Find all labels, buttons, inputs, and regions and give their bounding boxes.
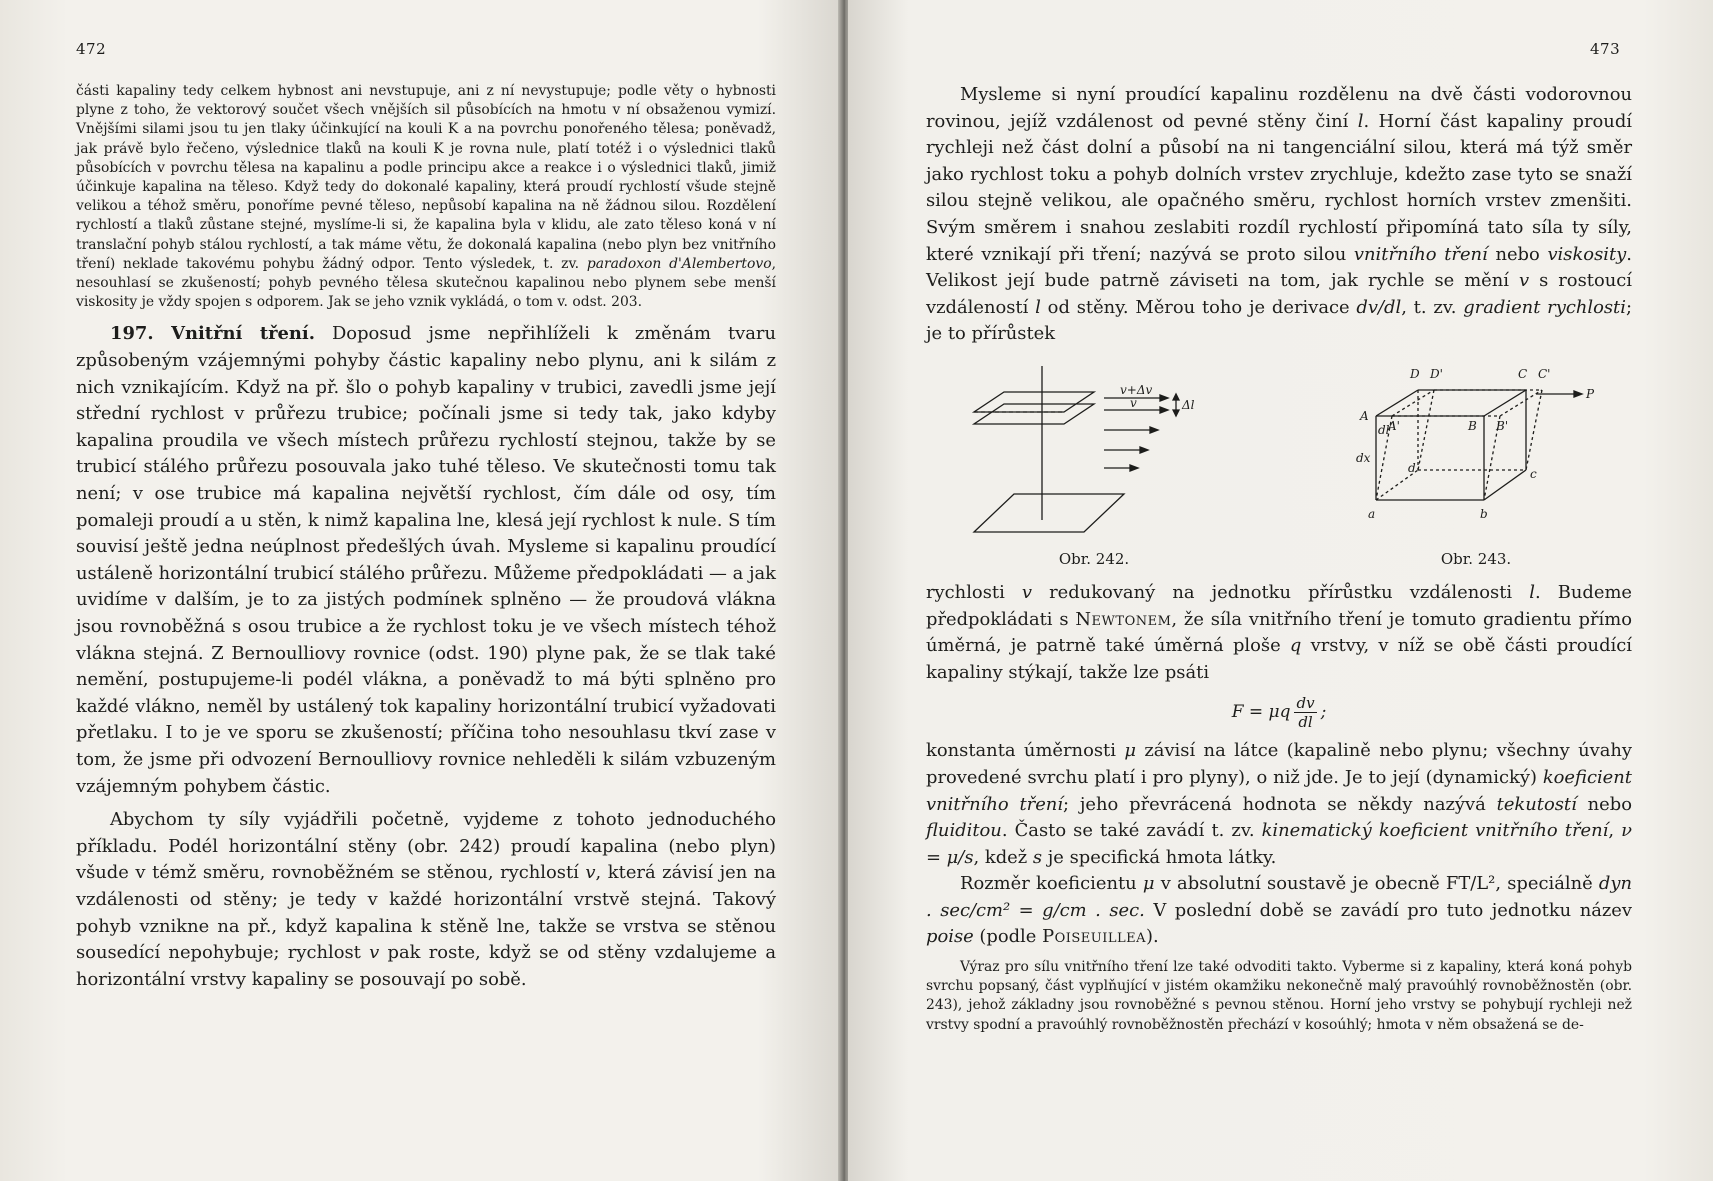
figure-243-label: D — [1410, 366, 1420, 381]
figure-243-label: B' — [1496, 418, 1509, 433]
figure-243-label: c — [1530, 466, 1537, 481]
figures — [926, 360, 1632, 574]
left-page-text — [76, 82, 776, 993]
figure-243-drawing — [1346, 360, 1606, 550]
figure-243-label: a — [1368, 506, 1376, 521]
figure-243-caption: Obr. 243. — [1440, 549, 1512, 568]
figure-243-label: D' — [1430, 366, 1443, 381]
right-page — [848, 0, 1713, 1181]
paragraph-example: Abychom ty síly vyjádřili početně, vyjdeme z tohoto jednoduchého příkladu. Podél horizontální stěny (obr. 242) proudí kapalina (nebo plyn) všude v témž směru, rovnoběžném se stěnou, rychlostí v, která závisí jen na vzdálenosti od stěny; je tedy v každé horizontální vrstvě stejná. Takový pohyb vznikne na př., když kapalina k stěně lne, takže se vrstva se stěnou sousedící nepohybuje; rychlost v pak roste, když se od stěny vzdalujeme a horizontální vrstvy kapaliny se posouvají po sobě. — [76, 809, 776, 990]
figure-243-label: P — [1586, 386, 1595, 401]
section-heading: 197. Vnitřní tření. — [110, 323, 315, 345]
continued-paragraph: části kapaliny tedy celkem hybnost ani nevstupuje, ani z ní nevystupuje; podle věty o hybnosti plyne z toho, že vektorový součet všech vnějších sil působících na hmotu v ní obsaženou vymizí. Vnějšími silami jsou tu jen tlaky účinkující na kouli K a na povrchu ponořeného tělesa; poněvadž, jak právě bylo řečeno, výslednice tlaků na kouli K je rovna nule, platí totéž i o výslednici tlaků působících v povrchu tělesa na kapalinu a podle principu akce a reakce i o výslednici tlaků, jimiž účinkuje kapalina na těleso. Když tedy do dokonalé kapaliny, která proudí rychlostí všude stejně velikou a téhož směru, ponoříme pevné těleso, nepůsobí kapalina na ně žádnou silou. Rozdělení rychlostí a tlaků zůstane stejné, myslíme-li si, že kapalina byla v klidu, ale zato těleso koná v ní translační pohyb stálou rychlostí, a tak máme větu, že dokonalá kapalina (nebo plyn bez vnitřního tření) neklade takovému pohybu žádný odpor. Tento výsledek, t. zv. paradoxon d'Alembertovo, nesouhlasí se zkušeností; pohyb pevného tělesa skutečnou kapalinou nebo plynem sebe menší viskosity je vždy spojen s odporem. Jak se jeho vznik vykládá, o tom v. odst. 203. — [76, 83, 776, 311]
figure-242 — [954, 360, 1254, 568]
right-page-text — [926, 82, 1632, 1035]
figure-243-label: C' — [1538, 366, 1551, 381]
figure-243 — [1346, 360, 1606, 568]
viscosity-formula: F = μq $\frac{dv}{dl}$ ; — [1231, 693, 1327, 731]
figure-243-label: C — [1518, 366, 1528, 381]
label-dl: Δl — [1182, 397, 1195, 412]
paragraph-newton: rychlosti v redukovaný na jednotku přírůstku vzdálenosti l. Budeme předpokládati s Newtonem, že síla vnitřního tření je tomuto gradientu přímo úměrná, je patrně také úměrná ploše q vrstvy, v níž se obě části proudící kapaliny stýkají, takže lze psáti — [926, 581, 1632, 683]
figure-243-label: dx — [1356, 450, 1371, 465]
section-197-paragraph: 197. Vnitřní tření. Doposud jsme nepřihlíželi k změnám tvaru způsobeným vzájemnými pohyby částic kapaliny nebo plynu, ani k silám z nich vznikajícím. Když na př. šlo o pohyb kapaliny v trubici, zavedli jsme její střední rychlost v průřezu trubice; počínali jsme si tedy tak, jako kdyby kapalina proudila ve všech místech průřezu rychlostí stejnou, takže by se trubicí stálého průřezu posouvala jako tuhé těleso. Ve skutečnosti tomu tak není; v ose trubice má kapalina největší rychlost, čím dále od osy, tím pomaleji proudí a u stěn, k nimž kapalina lne, klesá její rychlost k nule. S tím souvisí ještě jedna neúplnost předešlých úvah. Mysleme si kapalinu proudící ustáleně horizontální trubicí stálého průřezu. Můžeme předpokládati — a jak uvidíme v dalším, je to za jistých podmínek splněno — že proudová vlákna jsou rovnoběžná s osou trubice a že rychlost toku je ve všech místech téhož vlákna stejná. Z Bernoulliovy rovnice (odst. 190) plyne pak, že se tlak také nemění, postupujeme-li podél vlákna, a poněvadž to má býti splněno pro každé vlákno, neměl by ustálený tok kapaliny horizontální trubicí vyžadovati přetlaku. I to je ve sporu se zkušeností; příčina toho nesouhlasu tkví zase v tom, že jsme při odvození Bernoulliovy rovnice nehleděli k silám vzbuzeným vzájemným pohybem částic. — [76, 323, 776, 797]
label-v: v — [1130, 395, 1137, 410]
figure-243-label: d — [1408, 460, 1416, 475]
figure-243-label: B — [1468, 418, 1477, 433]
paragraph-viscosity: Mysleme si nyní proudící kapalinu rozdělenu na dvě části vodorovnou rovinou, jejíž vzdálenost od pevné stěny činí l. Horní část kapaliny proudí rychleji než část dolní a působí na ni tangenciální silou, která má týž směr jako rychlost toku a pohyb dolních vrstev zrychluje, kdežto zase tyto se snaží silou stejně velikou, ale opačného směru, rychlost horních vrstev zmenšiti. Svým směrem i snahou zeslabiti rozdíl rychlostí připomíná tato síla ty síly, které vznikají při tření; nazývá se proto silou vnitřního tření nebo viskosity. Velikost její bude patrně záviseti na tom, jak rychle se mění v s rostoucí vzdáleností l od stěny. Měrou toho je derivace dv/dl, t. zv. gradient rychlosti; je to přírůstek — [926, 84, 1632, 345]
figure-243-label: A — [1360, 408, 1369, 423]
left-page — [0, 0, 842, 1181]
paragraph-derivation: Výraz pro sílu vnitřního tření lze také odvoditi takto. Vyberme si z kapaliny, která koná pohyb svrchu popsaný, část vyplňující v jistém okamžiku nekonečně malý pravoúhlý rovnoběžnostěn (obr. 243), jehož základny jsou rovnoběžné s pevnou stěnou. Horní jeho vrstvy se pohybují rychleji než vrstvy spodní a pravoúhlý rovnoběžnostěn přechází v kosoúhlý; hmota v něm obsažená se de- — [926, 959, 1632, 1033]
figure-242-caption: Obr. 242. — [1058, 549, 1130, 568]
figure-243-label: dl — [1378, 422, 1390, 437]
paragraph-coefficient: konstanta úměrnosti μ závisí na látce (kapalině nebo plynu; všechny úvahy provedené svrchu platí i pro plyny), o niž jde. Je to její (dynamický) koeficient vnitřního tření; jeho převrácená hodnota se někdy nazývá tekutostí nebo fluiditou. Často se také zavádí t. zv. kinematický koeficient vnitřního tření, ν = μ/s, kdež s je specifická hmota látky. — [926, 740, 1633, 868]
paragraph-dimension: Rozměr koeficientu μ v absolutní soustavě je obecně FT/L², speciálně dyn . sec/cm² = g/cm . sec. V poslední době se zavádí pro tuto jednotku název poise (podle Poiseuillea). — [926, 873, 1632, 948]
figure-242-drawing — [954, 360, 1254, 550]
page-number: 473 — [1590, 40, 1621, 58]
label-v-plus-dv: v+Δv — [1120, 382, 1153, 397]
figure-243-label: A' — [1388, 418, 1400, 433]
formula-fraction: $\frac{dv}{dl}$ — [1296, 693, 1315, 731]
figure-243-label: b — [1480, 506, 1488, 521]
page-number: 472 — [76, 40, 107, 58]
